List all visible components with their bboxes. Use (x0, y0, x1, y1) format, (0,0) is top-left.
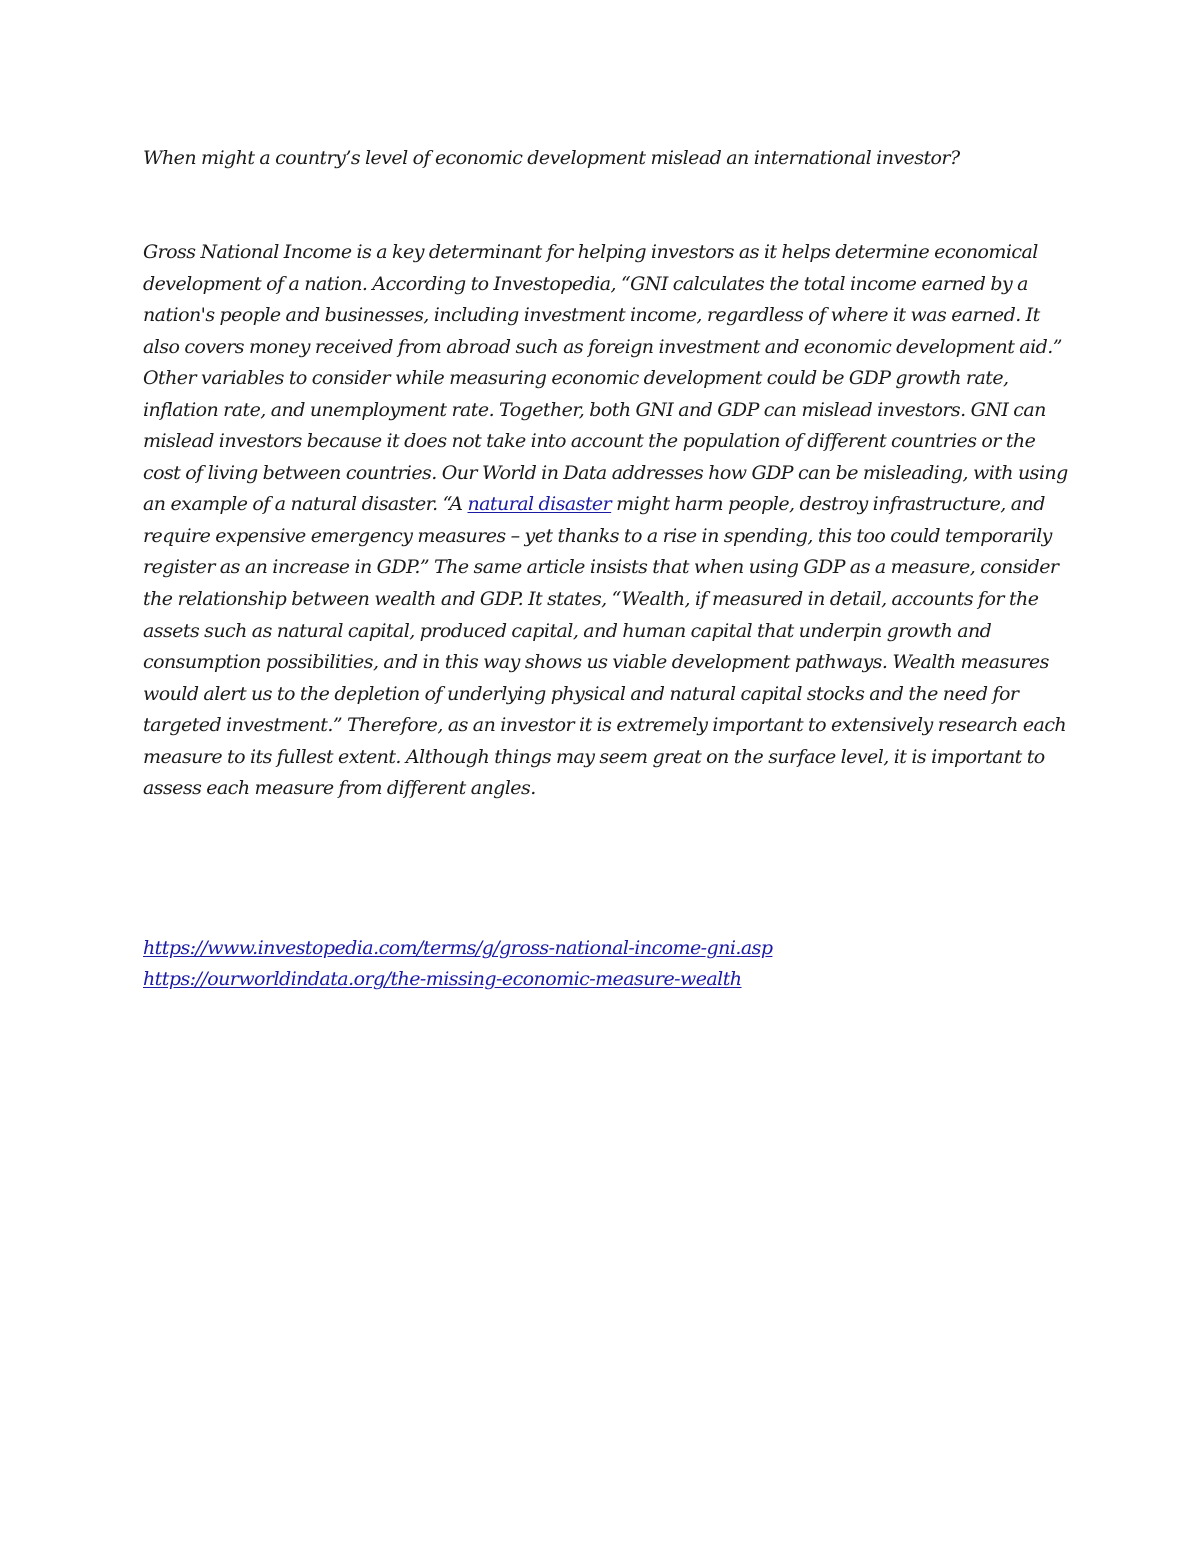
paragraph-part-2: might harm people, destroy infrastructure, and require expensive emergency measures – yet thanks to a rise in spending, this too could temporarily register as an increase in GDP.” The same article insists that when using GDP as a measure, consider the relationship between wealth and GDP. It states, “Wealth, if measured in detail, accounts for the assets such as natural capital, produced capital, and human capital that underpin growth and consumption possibilities, and in this way shows us viable development pathways. Wealth measures would alert us to the depletion of underlying physical and natural capital stocks and the need for targeted investment.” Therefore, as an investor it is extremely important to extensively research each measure to its fullest extent. Although things may seem great on the surface level, it is important to assess each measure from different angles. (143, 493, 1067, 800)
investopedia-reference-link[interactable]: https://www.investopedia.com/terms/g/gross-national-income-gni.asp (143, 937, 773, 959)
paragraph-part-1: Gross National Income is a key determinant for helping investors as it helps determine economical development of a nation. According to Investopedia, “GNI calculates the total income earned by a nation's people and businesses, including investment income, regardless of where it was earned. It also covers money received from abroad such as foreign investment and economic development aid.” Other variables to consider while measuring economic development could be GDP growth rate, inflation rate, and unemployment rate. Together, both GNI and GDP can mislead investors. GNI can mislead investors because it does not take into account the population of different countries or the cost of living between countries. Our World in Data addresses how GDP can be misleading, with using an example of a natural disaster. “A (143, 241, 1068, 516)
natural-disaster-link[interactable]: natural disaster (467, 493, 612, 516)
paragraph-text (143, 237, 1068, 805)
body-paragraph (143, 237, 1068, 805)
question-heading: When might a country’s level of economic development mislead an international investor? (143, 147, 960, 169)
references-list (143, 933, 1068, 995)
ourworldindata-reference-link[interactable]: https://ourworldindata.org/the-missing-economic-measure-wealth (143, 968, 742, 990)
